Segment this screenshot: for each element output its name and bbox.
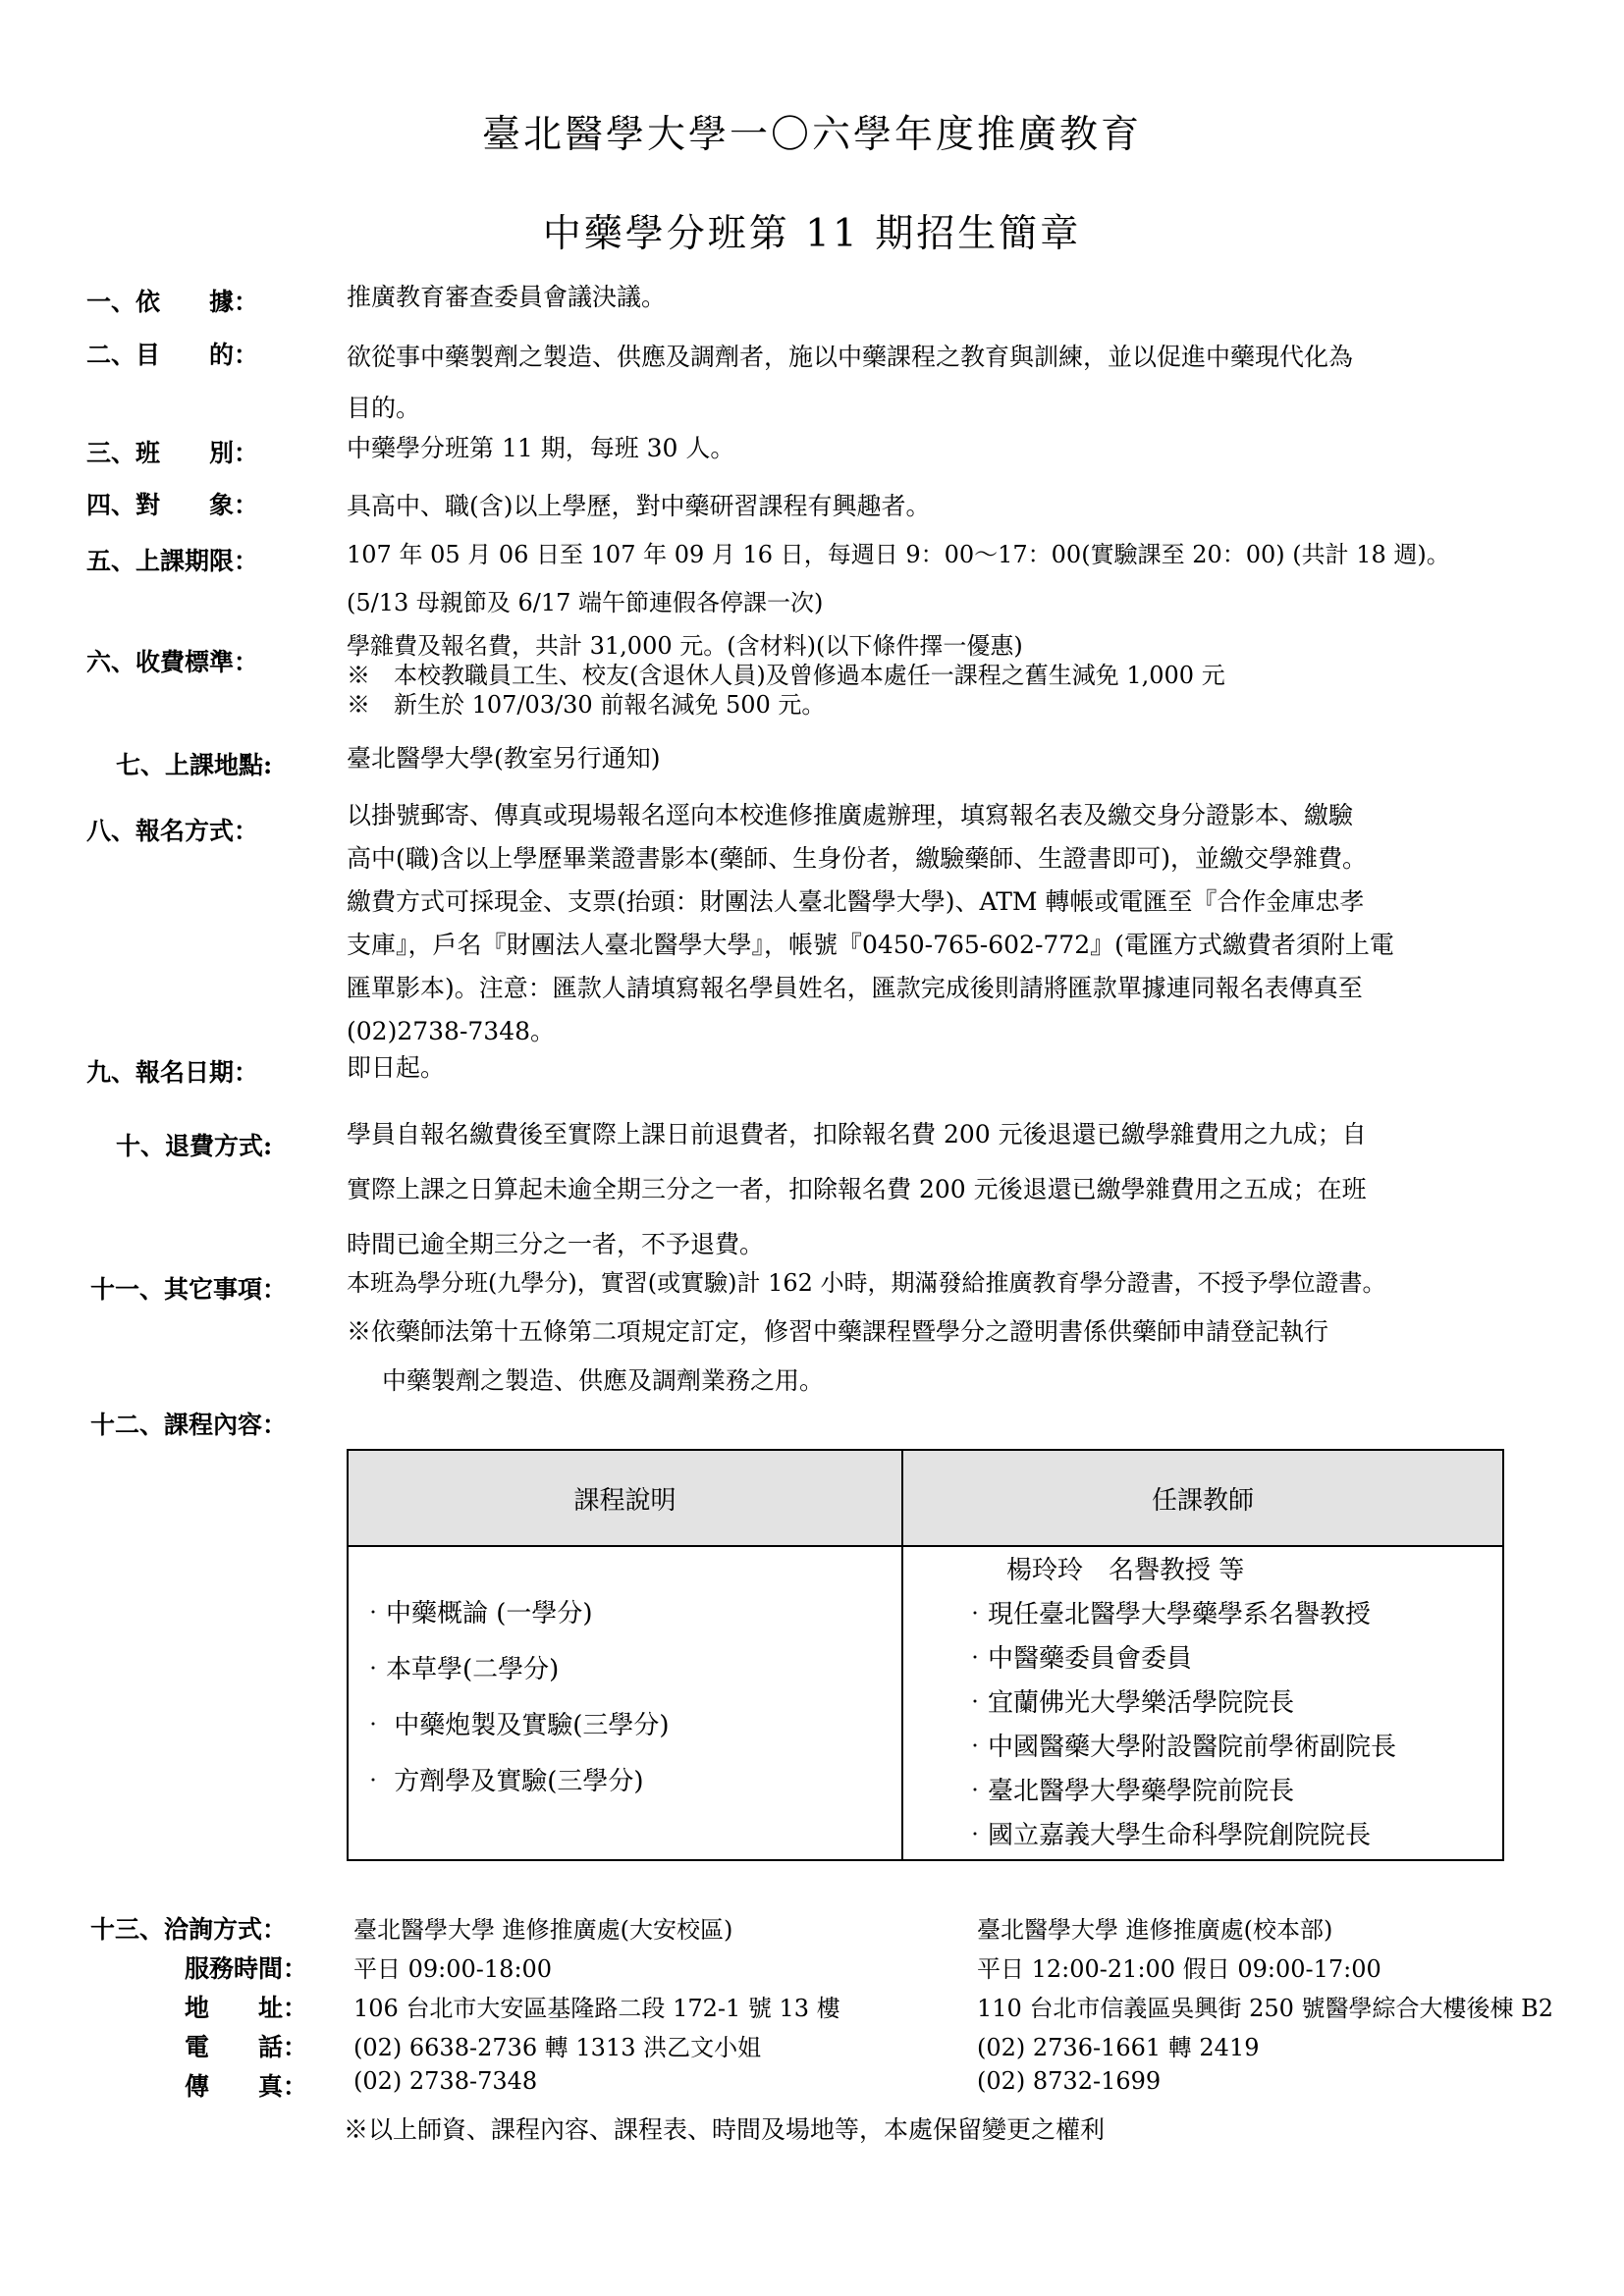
text-line: 學員自報名繳費後至實際上課日前退費者，扣除報名費 200 元後退還已繳學雜費用之九成；自 [347,1120,1367,1148]
teacher-title: ‧國立嘉義大學生命科學院創院院長 [962,1821,1372,1850]
teacher-title: ‧現任臺北醫學大學藥學系名譽教授 [962,1600,1372,1629]
section-label: 十二、課程內容： [90,1411,288,1439]
document-title: 臺北醫學大學一〇六學年度推廣教育 [481,113,1142,157]
section-text: 具高中、職(含)以上學歷，對中藥研習課程有興趣者。 [347,492,931,520]
text-line: ※ 本校教職員工生、校友(含退休人員)及曾修過本處任一課程之舊生減免 1,000 元 [347,662,1225,689]
text-line: 中藥製劑之製造、供應及調劑業務之用。 [382,1366,825,1395]
teacher-name: 楊玲玲 名譽教授 等 [1006,1556,1245,1585]
disclaimer-note: ※以上師資、課程內容、課程表、時間及場地等，本處保留變更之權利 [344,2115,1106,2144]
course-item: ‧ 中藥炮製及實驗(三學分) [360,1711,670,1740]
teacher-cell [902,1546,1503,1860]
contact-left-phone: (02) 6638-2736 轉 1313 洪乙文小姐 [353,2034,762,2061]
text-line: 學雜費及報名費，共計 31,000 元。(含材料)(以下條件擇一優惠) [347,632,1023,660]
document-subtitle: 中藥學分班第 11 期招生簡章 [542,212,1082,256]
section-label: 九、報名日期： [86,1058,259,1087]
section-label: 六、收費標準： [86,648,259,676]
course-item: ‧本草學(二學分) [360,1655,560,1684]
course-table [347,1449,1504,1861]
text-line: 時間已逾全期三分之一者，不予退費。 [347,1230,765,1258]
teacher-title: ‧宜蘭佛光大學樂活學院院長 [962,1688,1295,1718]
contact-hours-label: 服務時間： [185,1954,308,1983]
text-line: 高中(職)含以上學歷畢業證書影本(藥師、生身份者，繳驗藥師、生證書即可)，並繳交學雜費。 [347,844,1368,873]
course-list-cell [348,1546,902,1860]
contact-right-hours: 平日 12:00-21:00 假日 09:00-17:00 [977,1955,1381,1983]
teacher-title: ‧中醫藥委員會委員 [962,1644,1193,1674]
section-text: 推廣教育審查委員會議決議。 [347,283,667,311]
column-header: 課程說明 [348,1450,902,1546]
text-line: 繳費方式可採現金、支票(抬頭：財團法人臺北醫學大學)、ATM 轉帳或電匯至『合作金庫忠孝 [347,887,1365,916]
text-line: ※ 新生於 107/03/30 前報名減免 500 元。 [347,691,826,719]
table-header-row [348,1450,1503,1546]
section-label: 八、報名方式： [86,817,259,845]
contact-right-name: 臺北醫學大學 進修推廣處(校本部) [977,1916,1333,1944]
section-label: 十一、其它事項： [90,1275,288,1304]
contact-phone-label: 電 話： [185,2033,308,2061]
text-line: 本班為學分班(九學分)，實習(或實驗)計 162 小時，期滿發給推廣教育學分證書，不授予學位證書。 [347,1269,1386,1297]
text-line: (02)2738-7348。 [347,1017,556,1045]
column-header: 任課教師 [902,1450,1503,1546]
section-label: 四、對 象： [86,491,259,519]
section-label: 十三、洽詢方式： [90,1915,288,1944]
section-label: 十、退費方式: [116,1132,273,1160]
text-line: 以掛號郵寄、傳真或現場報名逕向本校進修推廣處辦理，填寫報名表及繳交身分證影本、繳驗 [347,801,1354,829]
contact-right-fax: (02) 8732-1699 [977,2067,1162,2095]
table-row [348,1546,1503,1860]
section-text: 中藥學分班第 11 期，每班 30 人。 [347,434,735,462]
text-line: 目的。 [347,394,421,422]
text-line: 實際上課之日算起未逾全期三分之一者，扣除報名費 200 元後退還已繳學雜費用之五成；在班 [347,1175,1367,1203]
text-line: 支庫』，戶名『財團法人臺北醫學大學』，帳號『0450-765-602-772』(電匯方式繳費者須附上電 [347,931,1394,959]
contact-right-phone: (02) 2736-1661 轉 2419 [977,2034,1260,2061]
course-item: ‧中藥概論 (一學分) [360,1599,593,1629]
teacher-title: ‧中國醫藥大學附設醫院前學術副院長 [962,1733,1397,1762]
section-label: 二、目 的： [86,341,259,369]
contact-left-hours: 平日 09:00-18:00 [353,1955,553,1983]
section-label: 三、班 別： [86,439,259,467]
contact-left-name: 臺北醫學大學 進修推廣處(大安校區) [353,1916,733,1944]
course-item: ‧ 方劑學及實驗(三學分) [360,1767,644,1796]
teacher-title: ‧臺北醫學大學藥學院前院長 [962,1777,1295,1806]
contact-address-label: 地 址： [185,1994,308,2022]
text-line: 匯單影本)。注意：匯款人請填寫報名學員姓名，匯款完成後則請將匯款單據連同報名表傳真至 [347,974,1363,1002]
section-label: 一、依 據： [86,288,259,316]
section-text: 臺北醫學大學(教室另行通知) [347,744,661,773]
section-label: 七、上課地點: [116,751,273,779]
section-note: (5/13 母親節及 6/17 端午節連假各停課一次) [347,589,824,616]
section-text: 107 年 05 月 06 日至 107 年 09 月 16 日，每週日 9：00～17：00(實驗課至 20：00) (共計 18 週)。 [347,541,1450,568]
text-line: 欲從事中藥製劑之製造、供應及調劑者，施以中藥課程之教育與訓練，並以促進中藥現代化為 [347,343,1354,371]
contact-right-address: 110 台北市信義區吳興街 250 號醫學綜合大樓後棟 B2 [977,1995,1554,2022]
text-line: ※依藥師法第十五條第二項規定訂定，修習中藥課程暨學分之證明書係供藥師申請登記執行 [347,1317,1329,1346]
contact-left-fax: (02) 2738-7348 [353,2067,538,2095]
section-text: 即日起。 [347,1053,446,1082]
contact-left-address: 106 台北市大安區基隆路二段 172-1 號 13 樓 [353,1995,840,2022]
contact-fax-label: 傳 真： [185,2072,308,2101]
section-label: 五、上課期限： [86,547,259,575]
